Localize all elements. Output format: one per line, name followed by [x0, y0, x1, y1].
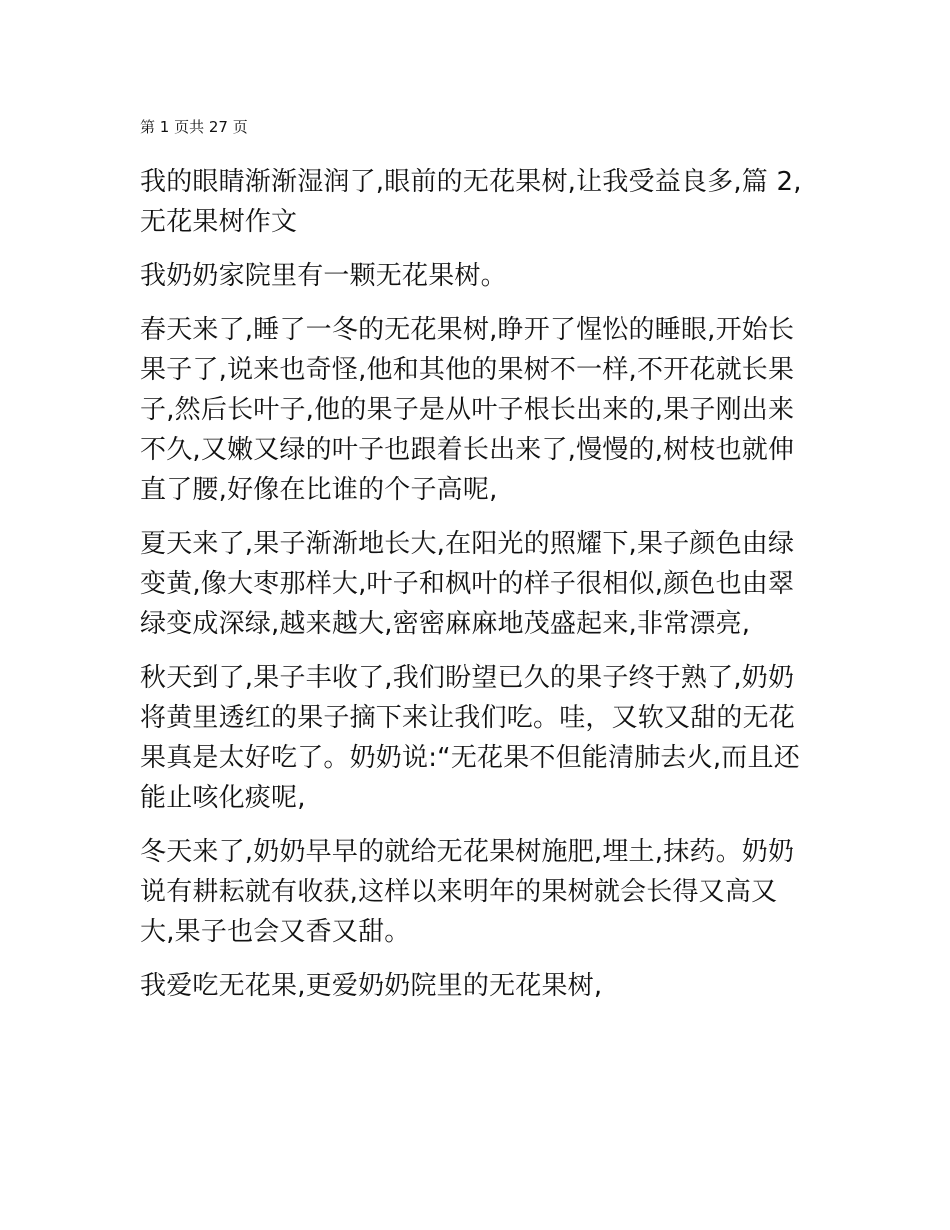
paragraph: 我的眼睛渐渐湿润了,眼前的无花果树,让我受益良多,篇 2,无花果树作文 — [140, 167, 802, 237]
paragraph: 春天来了,睡了一冬的无花果树,睁开了惺忪的睡眼,开始长果子了,说来也奇怪,他和其他的果树不一样,不开花就长果子,然后长叶子,他的果子是从叶子根长出来的,果子刚出来不久,又嫩又绿的叶子也跟着长出来了,慢慢的,树枝也就伸直了腰,好像在比谁的个子高呢, — [140, 315, 795, 505]
paragraph: 冬天来了,奶奶早早的就给无花果树施肥,埋土,抹药。奶奶说有耕耘就有收获,这样以来明年的果树就会长得又高又大,果子也会又香又甜。 — [140, 837, 795, 947]
page-indicator: 第 1 页共 27 页 — [140, 118, 248, 136]
paragraph: 秋天到了,果子丰收了,我们盼望已久的果子终于熟了,奶奶将黄里透红的果子摘下来让我们吃。哇，又软又甜的无花果真是太好吃了。奶奶说:“无花果不但能清肺去火,而且还能止咳化痰呢, — [140, 663, 800, 813]
article-body — [140, 162, 810, 1020]
paragraph: 夏天来了,果子渐渐地长大,在阳光的照耀下,果子颜色由绿变黄,像大枣那样大,叶子和枫叶的样子很相似,颜色也由翠绿变成深绿,越来越大,密密麻麻地茂盛起来,非常漂亮, — [140, 529, 795, 639]
paragraph: 我爱吃无花果,更爱奶奶院里的无花果树, — [140, 971, 603, 1001]
paragraph: 我奶奶家院里有一颗无花果树。 — [140, 261, 507, 291]
